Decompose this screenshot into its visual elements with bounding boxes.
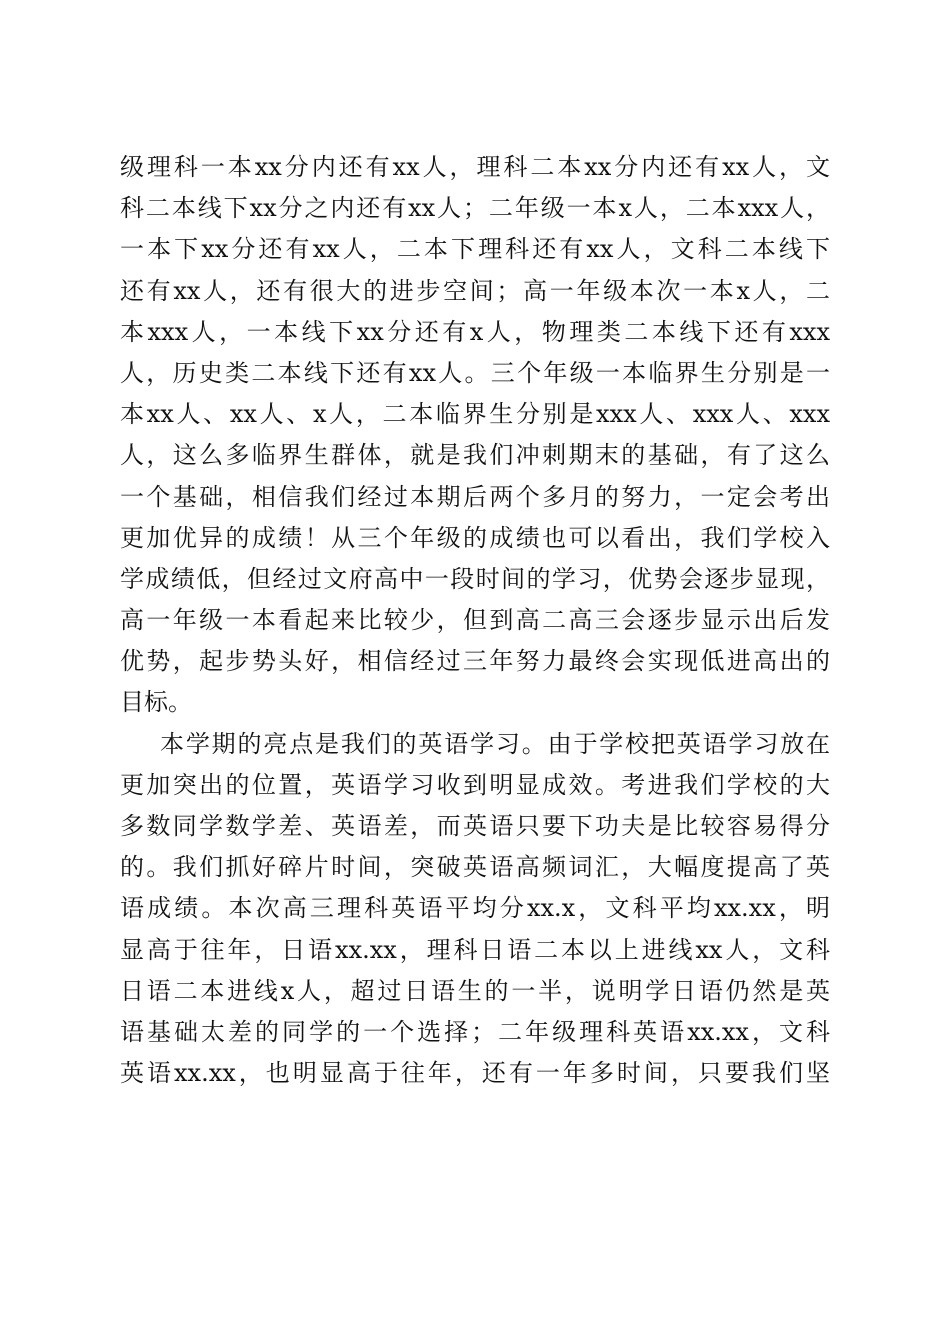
text-line: 多数同学数学差、英语差，而英语只要下功夫是比较容易得分	[120, 812, 830, 840]
text-line: 更加优异的成绩！从三个年级的成绩也可以看出，我们学校入	[120, 523, 830, 552]
text-line: 优势，起步势头好，相信经过三年努力最终会实现低进高出的	[120, 647, 830, 676]
text-line: 科二本线下xx分之内还有xx人；二年级一本x人，二本xxx人，	[120, 194, 830, 223]
document-body	[120, 147, 830, 1094]
text-line: 级理科一本xx分内还有xx人，理科二本xx分内还有xx人，文	[120, 153, 830, 181]
text-line: 显高于往年，日语xx.xx，理科日语二本以上进线xx人，文科	[120, 935, 830, 964]
text-line: 一个基础，相信我们经过本期后两个多月的努力，一定会考出	[120, 482, 830, 511]
text-line: 的。我们抓好碎片时间，突破英语高频词汇，大幅度提高了英	[120, 853, 830, 882]
text-line: 日语二本进线x人，超过日语生的一半，说明学日语仍然是英	[120, 976, 830, 1005]
text-line: 目标。	[120, 688, 192, 717]
text-line: 一本下xx分还有xx人，二本下理科还有xx人，文科二本线下	[120, 235, 830, 264]
text-line: 更加突出的位置，英语学习收到明显成效。考进我们学校的大	[120, 770, 830, 799]
text-line: 人，这么多临界生群体，就是我们冲刺期末的基础，有了这么	[120, 441, 830, 470]
text-line: 高一年级一本看起来比较少，但到高二高三会逐步显示出后发	[120, 606, 830, 635]
text-line: 本xxx人，一本线下xx分还有x人，物理类二本线下还有xxx	[120, 317, 830, 346]
paragraph-first-line: 本学期的亮点是我们的英语学习。由于学校把英语学习放在	[160, 729, 830, 758]
text-line: 人，历史类二本线下还有xx人。三个年级一本临界生分别是一	[120, 358, 830, 387]
text-line: 学成绩低，但经过文府高中一段时间的学习，优势会逐步显现，	[120, 564, 830, 593]
text-line: 语成绩。本次高三理科英语平均分xx.x，文科平均xx.xx，明	[120, 894, 830, 923]
text-line: 英语xx.xx，也明显高于往年，还有一年多时间，只要我们坚	[120, 1059, 830, 1088]
text-line: 还有xx人，还有很大的进步空间；高一年级本次一本x人，二	[120, 276, 830, 305]
text-line: 语基础太差的同学的一个选择；二年级理科英语xx.xx，文科	[120, 1017, 830, 1046]
text-line: 本xx人、xx人、x人，二本临界生分别是xxx人、xxx人、xxx	[120, 400, 830, 429]
